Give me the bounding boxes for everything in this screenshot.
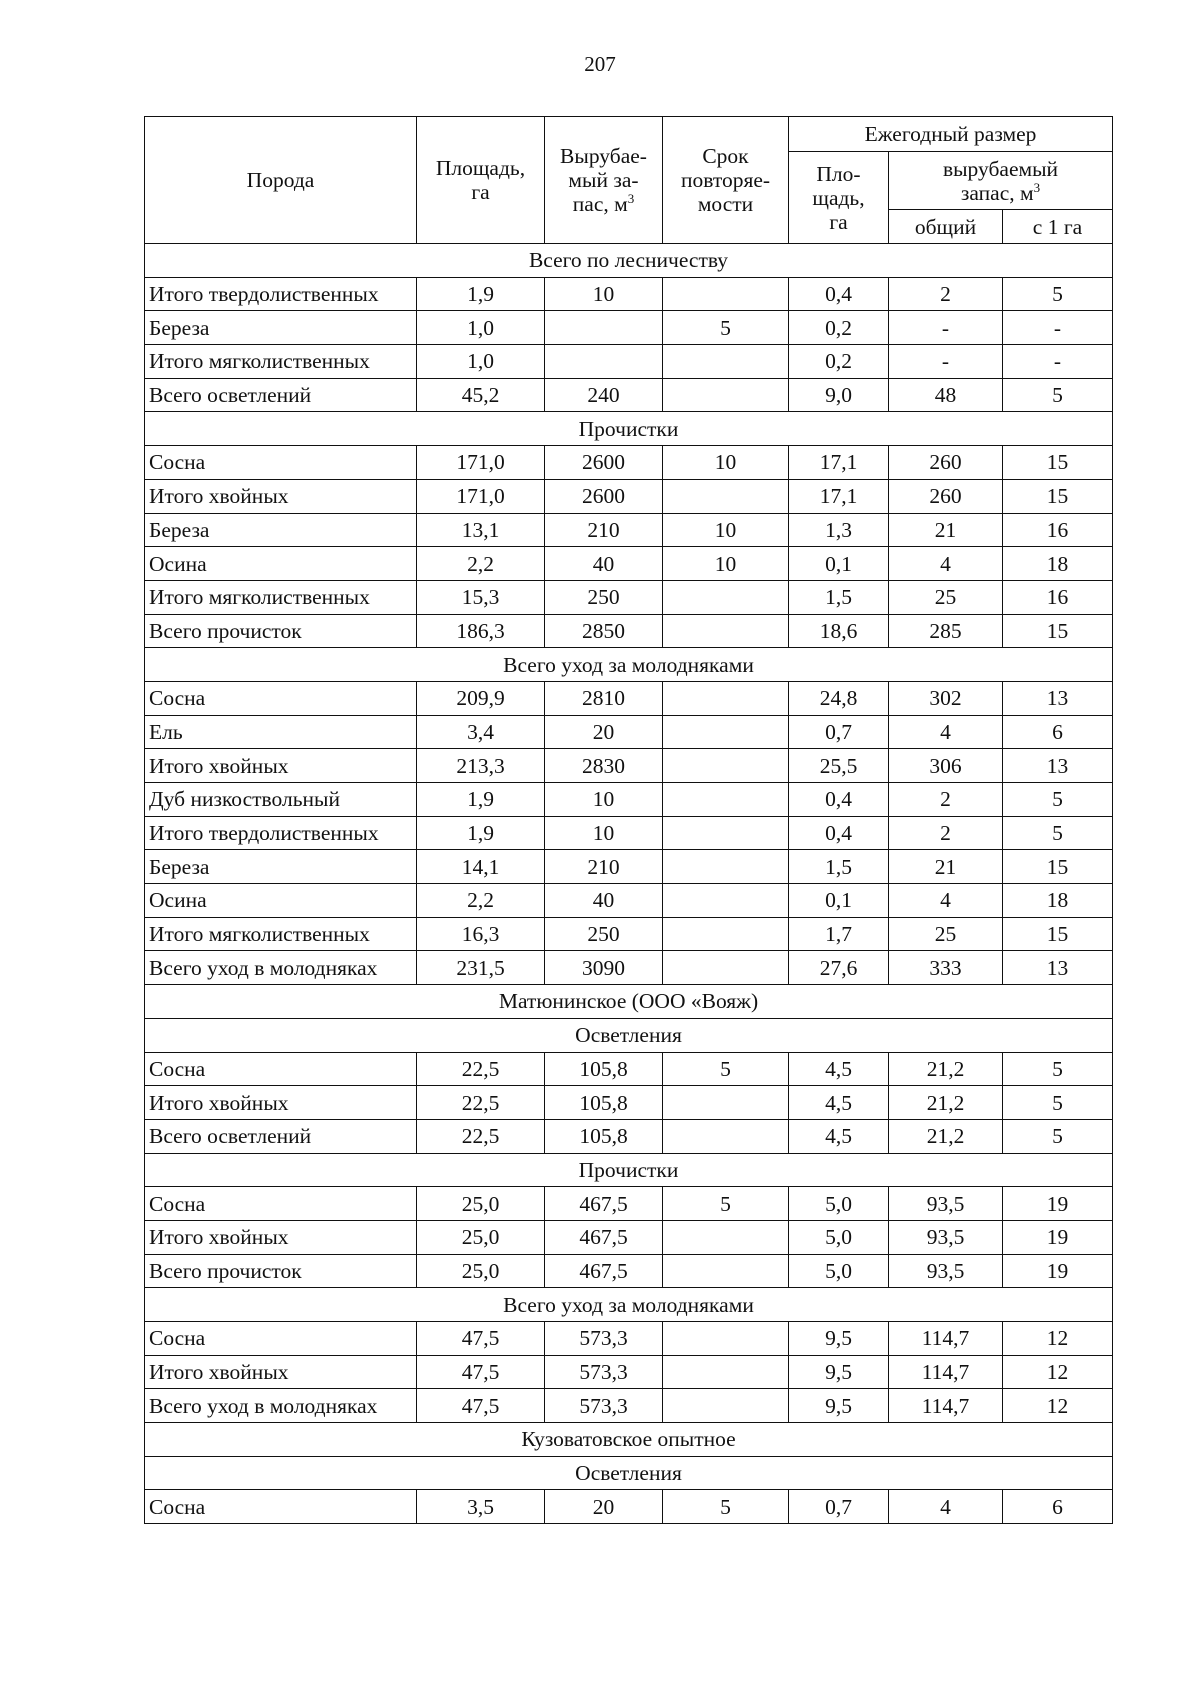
cell-per-ha: 5 (1003, 378, 1113, 412)
cell-stock: 573,3 (545, 1322, 663, 1356)
cell-area: 209,9 (417, 681, 545, 715)
cell-annual-area: 9,5 (789, 1389, 889, 1423)
cell-species: Всего прочисток (145, 614, 417, 648)
section-label: Всего по лесничеству (145, 244, 1113, 278)
cell-annual-area: 17,1 (789, 446, 889, 480)
page-number: 207 (584, 52, 616, 76)
table-row (145, 513, 1113, 547)
cell-species: Всего осветлений (145, 1119, 417, 1153)
cell-species: Итого твердолиственных (145, 277, 417, 311)
cell-annual-area: 0,4 (789, 816, 889, 850)
header-annual-per-ha: с 1 га (1003, 210, 1113, 244)
cell-stock: 467,5 (545, 1187, 663, 1221)
cell-annual-area: 1,7 (789, 917, 889, 951)
cell-stock: 105,8 (545, 1086, 663, 1120)
table-row (145, 681, 1113, 715)
header-species: Порода (145, 117, 417, 244)
table-row (145, 850, 1113, 884)
cell-annual-area: 0,4 (789, 277, 889, 311)
section-row (145, 1153, 1113, 1187)
table-row (145, 816, 1113, 850)
cell-area: 45,2 (417, 378, 545, 412)
section-label: Осветления (145, 1456, 1113, 1490)
cell-annual-total: 302 (889, 681, 1003, 715)
cell-repeat (663, 1254, 789, 1288)
cell-annual-total: 25 (889, 580, 1003, 614)
cell-stock: 250 (545, 917, 663, 951)
section-row (145, 648, 1113, 682)
table-row (145, 1389, 1113, 1423)
cell-annual-total: 93,5 (889, 1220, 1003, 1254)
cell-area: 25,0 (417, 1220, 545, 1254)
cell-repeat (663, 1389, 789, 1423)
section-label: Осветления (145, 1018, 1113, 1052)
table-row (145, 277, 1113, 311)
cell-area: 13,1 (417, 513, 545, 547)
section-row (145, 1018, 1113, 1052)
cell-stock: 250 (545, 580, 663, 614)
cell-annual-total: 260 (889, 446, 1003, 480)
cell-annual-total: 4 (889, 884, 1003, 918)
cell-stock: 573,3 (545, 1355, 663, 1389)
cell-stock: 20 (545, 715, 663, 749)
cell-annual-area: 5,0 (789, 1220, 889, 1254)
cell-species: Сосна (145, 1187, 417, 1221)
table-row (145, 1119, 1113, 1153)
cell-repeat (663, 1119, 789, 1153)
cell-species: Итого хвойных (145, 1355, 417, 1389)
table-row (145, 1086, 1113, 1120)
cell-per-ha: 18 (1003, 884, 1113, 918)
table-row (145, 1220, 1113, 1254)
cell-annual-area: 0,1 (789, 884, 889, 918)
section-label: Кузоватовское опытное (145, 1423, 1113, 1457)
cell-annual-total: 4 (889, 715, 1003, 749)
cell-per-ha: 5 (1003, 1086, 1113, 1120)
cell-per-ha: 15 (1003, 917, 1113, 951)
cell-species: Итого хвойных (145, 1220, 417, 1254)
cell-annual-area: 0,1 (789, 547, 889, 581)
cell-repeat: 10 (663, 446, 789, 480)
cell-annual-total: 114,7 (889, 1355, 1003, 1389)
cell-stock: 2600 (545, 479, 663, 513)
cell-per-ha: 13 (1003, 951, 1113, 985)
section-row (145, 412, 1113, 446)
cell-annual-total: 21,2 (889, 1086, 1003, 1120)
cell-per-ha: 15 (1003, 614, 1113, 648)
cell-annual-area: 1,5 (789, 850, 889, 884)
cell-species: Итого мягколиственных (145, 580, 417, 614)
table-body (145, 244, 1113, 1524)
cell-repeat (663, 614, 789, 648)
section-row (145, 1423, 1113, 1457)
cell-stock (545, 345, 663, 379)
cell-stock: 210 (545, 850, 663, 884)
cell-annual-area: 0,4 (789, 783, 889, 817)
header-annual-size: Ежегодный размер (789, 117, 1113, 152)
cell-species: Всего уход в молодняках (145, 951, 417, 985)
cell-per-ha: 15 (1003, 479, 1113, 513)
cell-per-ha: 13 (1003, 749, 1113, 783)
cell-stock: 467,5 (545, 1220, 663, 1254)
section-row (145, 1456, 1113, 1490)
cell-per-ha: 13 (1003, 681, 1113, 715)
cell-stock: 105,8 (545, 1119, 663, 1153)
cell-species: Всего уход в молодняках (145, 1389, 417, 1423)
cell-area: 47,5 (417, 1389, 545, 1423)
cell-per-ha: 19 (1003, 1254, 1113, 1288)
cell-area: 3,4 (417, 715, 545, 749)
cell-stock: 467,5 (545, 1254, 663, 1288)
table-row (145, 1187, 1113, 1221)
header-stock: Вырубае- мый за- пас, $м^3$ (545, 117, 663, 244)
cell-per-ha: 19 (1003, 1220, 1113, 1254)
cell-repeat (663, 1322, 789, 1356)
cell-per-ha: 15 (1003, 850, 1113, 884)
header-repeat-period: Срок повторяе- мости (663, 117, 789, 244)
cell-area: 47,5 (417, 1355, 545, 1389)
cell-repeat (663, 816, 789, 850)
cell-species: Всего осветлений (145, 378, 417, 412)
cell-area: 2,2 (417, 884, 545, 918)
cell-annual-area: 0,2 (789, 345, 889, 379)
cell-per-ha: - (1003, 345, 1113, 379)
cell-area: 171,0 (417, 479, 545, 513)
cell-annual-area: 9,0 (789, 378, 889, 412)
cell-per-ha: 16 (1003, 580, 1113, 614)
section-row (145, 1288, 1113, 1322)
cell-annual-total: 48 (889, 378, 1003, 412)
table-row (145, 749, 1113, 783)
table-row (145, 951, 1113, 985)
cell-annual-total: 93,5 (889, 1254, 1003, 1288)
cell-annual-area: 5,0 (789, 1254, 889, 1288)
table-row (145, 1490, 1113, 1524)
cell-stock: 2810 (545, 681, 663, 715)
cell-repeat: 5 (663, 311, 789, 345)
cell-repeat (663, 1086, 789, 1120)
header-annual-total: общий (889, 210, 1003, 244)
table-row (145, 345, 1113, 379)
cell-per-ha: 16 (1003, 513, 1113, 547)
cell-per-ha: 5 (1003, 1119, 1113, 1153)
cell-stock: 573,3 (545, 1389, 663, 1423)
section-label: Матюнинское (ООО «Вояж) (145, 985, 1113, 1019)
table-row (145, 311, 1113, 345)
cell-annual-area: 18,6 (789, 614, 889, 648)
cell-species: Итого хвойных (145, 479, 417, 513)
cell-species: Ель (145, 715, 417, 749)
table-row (145, 446, 1113, 480)
cell-annual-area: 25,5 (789, 749, 889, 783)
cell-annual-total: 4 (889, 1490, 1003, 1524)
cell-species: Сосна (145, 446, 417, 480)
cell-annual-total: 2 (889, 277, 1003, 311)
cell-annual-total: 2 (889, 816, 1003, 850)
cell-area: 1,9 (417, 816, 545, 850)
section-label: Прочистки (145, 412, 1113, 446)
cell-repeat (663, 917, 789, 951)
cell-annual-total: 2 (889, 783, 1003, 817)
cell-area: 213,3 (417, 749, 545, 783)
cell-repeat (663, 850, 789, 884)
cell-species: Осина (145, 547, 417, 581)
cell-repeat (663, 681, 789, 715)
cell-per-ha: 12 (1003, 1355, 1113, 1389)
table-row (145, 378, 1113, 412)
cell-stock: 20 (545, 1490, 663, 1524)
cell-annual-area: 1,5 (789, 580, 889, 614)
cell-stock (545, 311, 663, 345)
section-row (145, 244, 1113, 278)
cell-annual-total: 93,5 (889, 1187, 1003, 1221)
cell-annual-total: 260 (889, 479, 1003, 513)
cell-stock: 3090 (545, 951, 663, 985)
cell-species: Береза (145, 850, 417, 884)
cell-area: 15,3 (417, 580, 545, 614)
cell-area: 231,5 (417, 951, 545, 985)
cell-species: Дуб низкоствольный (145, 783, 417, 817)
cell-per-ha: 5 (1003, 277, 1113, 311)
cell-area: 186,3 (417, 614, 545, 648)
cell-species: Береза (145, 513, 417, 547)
cell-per-ha: 5 (1003, 816, 1113, 850)
cell-repeat (663, 479, 789, 513)
cell-repeat (663, 1355, 789, 1389)
cell-per-ha: 12 (1003, 1322, 1113, 1356)
cell-repeat (663, 783, 789, 817)
cell-stock: 2830 (545, 749, 663, 783)
table-row (145, 715, 1113, 749)
cell-annual-total: 21,2 (889, 1119, 1003, 1153)
table-row (145, 614, 1113, 648)
cell-area: 47,5 (417, 1322, 545, 1356)
cell-repeat (663, 345, 789, 379)
table-row (145, 580, 1113, 614)
cell-per-ha: 19 (1003, 1187, 1113, 1221)
cell-species: Итого мягколиственных (145, 345, 417, 379)
cell-per-ha: 6 (1003, 1490, 1113, 1524)
cell-stock: 10 (545, 783, 663, 817)
cell-annual-area: 4,5 (789, 1052, 889, 1086)
cell-area: 25,0 (417, 1187, 545, 1221)
cell-annual-total: 25 (889, 917, 1003, 951)
table-row (145, 479, 1113, 513)
forest-care-table (144, 116, 1113, 1524)
cell-stock: 10 (545, 816, 663, 850)
cell-species: Всего прочисток (145, 1254, 417, 1288)
header-annual-stock: вырубаемый запас, $м^3$ (889, 152, 1113, 210)
cell-area: 171,0 (417, 446, 545, 480)
cell-species: Итого твердолиственных (145, 816, 417, 850)
cell-area: 22,5 (417, 1086, 545, 1120)
cell-species: Сосна (145, 1322, 417, 1356)
cell-annual-total: 21 (889, 513, 1003, 547)
cell-area: 16,3 (417, 917, 545, 951)
table-row (145, 1355, 1113, 1389)
cell-per-ha: 12 (1003, 1389, 1113, 1423)
cell-annual-area: 0,7 (789, 715, 889, 749)
cell-area: 25,0 (417, 1254, 545, 1288)
cell-area: 2,2 (417, 547, 545, 581)
cell-repeat (663, 580, 789, 614)
cell-area: 14,1 (417, 850, 545, 884)
cell-repeat: 5 (663, 1490, 789, 1524)
cell-annual-total: 306 (889, 749, 1003, 783)
cell-stock: 240 (545, 378, 663, 412)
cell-annual-area: 4,5 (789, 1086, 889, 1120)
cell-species: Осина (145, 884, 417, 918)
cell-annual-total: 4 (889, 547, 1003, 581)
table-row (145, 1052, 1113, 1086)
cell-per-ha: 6 (1003, 715, 1113, 749)
cell-annual-total: - (889, 311, 1003, 345)
cell-annual-total: 114,7 (889, 1389, 1003, 1423)
section-label: Прочистки (145, 1153, 1113, 1187)
cell-repeat (663, 951, 789, 985)
cell-repeat: 5 (663, 1187, 789, 1221)
cell-area: 1,0 (417, 311, 545, 345)
cell-repeat (663, 749, 789, 783)
cell-annual-area: 0,2 (789, 311, 889, 345)
table-row (145, 783, 1113, 817)
cell-stock: 2600 (545, 446, 663, 480)
cell-per-ha: 5 (1003, 1052, 1113, 1086)
cell-species: Итого мягколиственных (145, 917, 417, 951)
cell-repeat (663, 1220, 789, 1254)
table-row (145, 547, 1113, 581)
cell-annual-total: 21 (889, 850, 1003, 884)
cell-annual-area: 0,7 (789, 1490, 889, 1524)
cell-stock: 40 (545, 884, 663, 918)
table-row (145, 884, 1113, 918)
cell-stock: 105,8 (545, 1052, 663, 1086)
cell-stock: 2850 (545, 614, 663, 648)
cell-species: Сосна (145, 1490, 417, 1524)
header-area: Площадь, га (417, 117, 545, 244)
cell-annual-area: 9,5 (789, 1322, 889, 1356)
section-label: Всего уход за молодняками (145, 1288, 1113, 1322)
cell-annual-total: 114,7 (889, 1322, 1003, 1356)
cell-species: Сосна (145, 1052, 417, 1086)
cell-annual-total: 333 (889, 951, 1003, 985)
cell-stock: 10 (545, 277, 663, 311)
cell-annual-area: 17,1 (789, 479, 889, 513)
cell-area: 3,5 (417, 1490, 545, 1524)
cell-annual-area: 4,5 (789, 1119, 889, 1153)
cell-per-ha: 5 (1003, 783, 1113, 817)
cell-repeat (663, 715, 789, 749)
cell-annual-area: 24,8 (789, 681, 889, 715)
section-label: Всего уход за молодняками (145, 648, 1113, 682)
table-row (145, 1254, 1113, 1288)
cell-repeat (663, 277, 789, 311)
cell-stock: 210 (545, 513, 663, 547)
table-row (145, 917, 1113, 951)
cell-stock: 40 (545, 547, 663, 581)
cell-annual-area: 9,5 (789, 1355, 889, 1389)
cell-per-ha: 15 (1003, 446, 1113, 480)
cell-species: Береза (145, 311, 417, 345)
cell-per-ha: 18 (1003, 547, 1113, 581)
section-row (145, 985, 1113, 1019)
cell-species: Сосна (145, 681, 417, 715)
cell-species: Итого хвойных (145, 1086, 417, 1120)
cell-species: Итого хвойных (145, 749, 417, 783)
cell-repeat: 5 (663, 1052, 789, 1086)
cell-annual-area: 1,3 (789, 513, 889, 547)
cell-annual-area: 5,0 (789, 1187, 889, 1221)
cell-area: 22,5 (417, 1052, 545, 1086)
cell-repeat: 10 (663, 513, 789, 547)
table-row (145, 1322, 1113, 1356)
cell-annual-total: 285 (889, 614, 1003, 648)
cell-area: 22,5 (417, 1119, 545, 1153)
cell-repeat: 10 (663, 547, 789, 581)
cell-per-ha: - (1003, 311, 1113, 345)
cell-annual-area: 27,6 (789, 951, 889, 985)
cell-annual-total: - (889, 345, 1003, 379)
cell-annual-total: 21,2 (889, 1052, 1003, 1086)
header-annual-area: Пло- щадь, га (789, 152, 889, 244)
cell-repeat (663, 884, 789, 918)
cell-area: 1,9 (417, 783, 545, 817)
cell-area: 1,9 (417, 277, 545, 311)
cell-area: 1,0 (417, 345, 545, 379)
cell-repeat (663, 378, 789, 412)
